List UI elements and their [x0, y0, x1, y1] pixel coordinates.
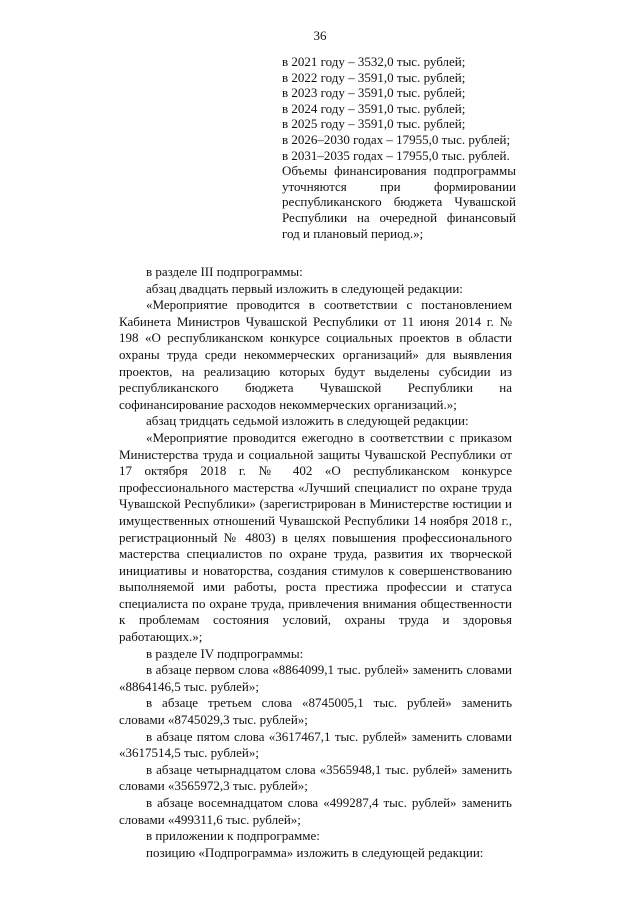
paragraph-abzac-21: абзац двадцать первый изложить в следующей редакции:: [146, 280, 463, 296]
funding-line-2023: в 2023 году – 3591,0 тыс. рублей;: [282, 85, 466, 101]
paragraph-amend-14: в абзаце четырнадцатом слова «3565948,1 тыс. рублей» заменить словами «3565972,3 тыс. рублей»;: [119, 761, 512, 794]
paragraph-abzac-37: абзац тридцать седьмой изложить в следующей редакции:: [146, 413, 469, 429]
paragraph-amend-1: в абзаце первом слова «8864099,1 тыс. рублей» заменить словами «8864146,5 тыс. рублей»;: [119, 662, 512, 694]
paragraph-quote-2: «Мероприятие проводится ежегодно в соответствии с приказом Министерства труда и социальной защиты Чувашской Республики от 17 октября 2018 г. № 402 «О республиканском конкурсе профессионального мастерства «Лучший специалист по охране труда Чувашской Республики» (зарегистрирован в Министерстве юстиции и имущественных отношений Чувашской Республики 14 ноября 2018 г., регистрационный № 4803) в целях повышения профессионального мастерства специалистов по охране труда, развития их творческой инициативы и новаторства, создания стимулов к совершенствованию выполняемой ими работы, роста престижа профессии и статуса специалиста по охране труда, привлечения внимания общественности к проблемам состояния условий, охраны труда и здоровья работающих.»;: [119, 429, 512, 645]
funding-line-2024: в 2024 году – 3591,0 тыс. рублей;: [282, 100, 466, 116]
paragraph-appendix: в приложении к подпрограмме:: [146, 828, 320, 844]
funding-note: Объемы финансирования подпрограммы уточняются при формировании республиканского бюджета Чувашской Республики на очередной финансовый год и плановый период.»;: [282, 163, 516, 241]
paragraph-quote-1: «Мероприятие проводится в соответствии с постановлением Кабинета Министров Чувашской Республики от 11 июня 2014 г. № 198 «О республиканском конкурсе социальных проектов в области охраны труда среди некоммерческих организаций» для выявления проектов, на реализацию которых будут выделены субсидии из республиканского бюджета Чувашской Республики на софинансирование расходов некоммерческих организаций.»;: [119, 297, 512, 412]
page-number: 36: [313, 28, 327, 43]
paragraph-position: позицию «Подпрограмма» изложить в следующей редакции:: [146, 844, 484, 860]
funding-line-2026-2030: в 2026–2030 годах – 17955,0 тыс. рублей;: [282, 131, 511, 147]
funding-line-2021: в 2021 году – 3532,0 тыс. рублей;: [282, 54, 466, 69]
funding-line-2031-2035: в 2031–2035 годах – 17955,0 тыс. рублей.: [282, 147, 510, 163]
paragraph-amend-18: в абзаце восемнадцатом слова «499287,4 тыс. рублей» заменить словами «499311,6 тыс. рублей»;: [119, 795, 512, 827]
paragraph-section-3: в разделе III подпрограммы:: [146, 264, 303, 279]
funding-block: [282, 54, 516, 241]
paragraph-amend-5: в абзаце пятом слова «3617467,1 тыс. рублей» заменить словами «3617514,5 тыс. рублей»;: [119, 728, 512, 761]
paragraph-amend-3: в абзаце третьем слова «8745005,1 тыс. рублей» заменить словами «8745029,3 тыс. рублей»;: [119, 695, 512, 728]
funding-line-2022: в 2022 году – 3591,0 тыс. рублей;: [282, 69, 466, 85]
funding-line-2025: в 2025 году – 3591,0 тыс. рублей;: [282, 116, 466, 132]
document-body: [119, 264, 512, 861]
paragraph-section-4: в разделе IV подпрограммы:: [146, 645, 304, 661]
